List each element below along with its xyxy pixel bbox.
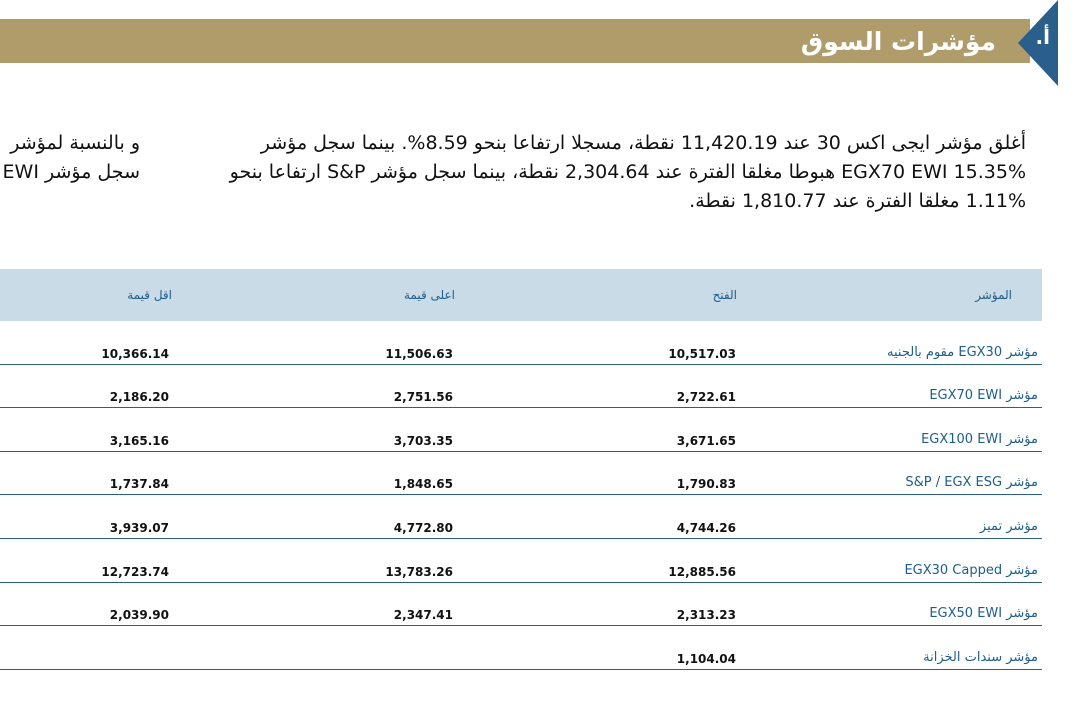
table-row [0, 626, 1042, 670]
table-row [0, 583, 1042, 627]
open-value-cell: 1,104.04 [676, 651, 736, 666]
low-value-cell: 12,723.74 [101, 564, 169, 579]
table-row [0, 408, 1042, 452]
high-value-cell: 2,347.41 [393, 608, 453, 623]
table-row [0, 495, 1042, 539]
paragraph-line: 1.11% مغلقا الفترة عند 1,810.77 نقطة. [689, 190, 1026, 212]
index-name-cell: مؤشر EGX100 EWI [921, 431, 1038, 447]
low-value-cell: 2,039.90 [109, 608, 169, 623]
open-value-cell: 12,885.56 [668, 564, 736, 579]
low-value-cell: 3,165.16 [109, 433, 169, 448]
open-value-cell: 2,722.61 [676, 390, 736, 405]
high-value-cell: 4,772.80 [393, 520, 453, 535]
open-value-cell: 4,744.26 [676, 520, 736, 535]
index-name-cell: مؤشر سندات الخزانة [923, 649, 1038, 665]
index-name-cell: مؤشر S&P / EGX ESG [905, 475, 1038, 491]
low-value-cell: 2,186.20 [109, 390, 169, 405]
low-value-cell: 3,939.07 [109, 520, 169, 535]
open-value-cell: 10,517.03 [668, 346, 736, 361]
header-open: الفتح [712, 288, 737, 302]
table-header-row [0, 269, 1042, 321]
high-value-cell: 3,703.35 [393, 433, 453, 448]
section-title: مؤشرات السوق [800, 27, 996, 56]
table-row [0, 452, 1042, 496]
index-name-cell: مؤشر تميز [979, 518, 1038, 534]
header-low: اقل قيمة [127, 288, 172, 302]
high-value-cell: 13,783.26 [385, 564, 453, 579]
market-indices-table [0, 269, 1042, 670]
index-name-cell: مؤشر EGX30 Capped [904, 562, 1038, 578]
low-value-cell: 10,366.14 [101, 346, 169, 361]
market-summary-paragraph [226, 129, 1026, 216]
high-value-cell: 2,751.56 [393, 390, 453, 405]
open-value-cell: 3,671.65 [676, 433, 736, 448]
index-name-cell: مؤشر EGX30 مقوم بالجنيه [887, 344, 1038, 360]
index-name-cell: مؤشر EGX70 EWI [929, 388, 1038, 404]
cut-paragraph-line: سجل مؤشر EWI [2, 161, 140, 183]
open-value-cell: 1,790.83 [676, 477, 736, 492]
table-row [0, 539, 1042, 583]
paragraph-line: أغلق مؤشر ايجى اكس 30 عند 11,420.19 نقطة، مسجلا ارتفاعا بنحو 8.59%. بينما سجل مؤشر [260, 132, 1026, 154]
high-value-cell: 1,848.65 [393, 477, 453, 492]
cut-paragraph-line: و بالنسبة لمؤشر [10, 132, 140, 154]
header-high: اعلى قيمة [403, 288, 455, 302]
table-row [0, 321, 1042, 365]
table-row [0, 365, 1042, 409]
section-number: أ. [1035, 25, 1050, 49]
paragraph-line: EGX70 EWI 15.35% هبوطا مغلقا الفترة عند 2,304.64 نقطة، بينما سجل مؤشر S&P ارتفاعا بنحو [229, 161, 1026, 183]
high-value-cell: 11,506.63 [385, 346, 453, 361]
index-name-cell: مؤشر EGX50 EWI [929, 606, 1038, 622]
cut-off-paragraph [0, 129, 140, 187]
low-value-cell: 1,737.84 [109, 477, 169, 492]
open-value-cell: 2,313.23 [676, 608, 736, 623]
header-index: المؤشر [975, 288, 1012, 302]
